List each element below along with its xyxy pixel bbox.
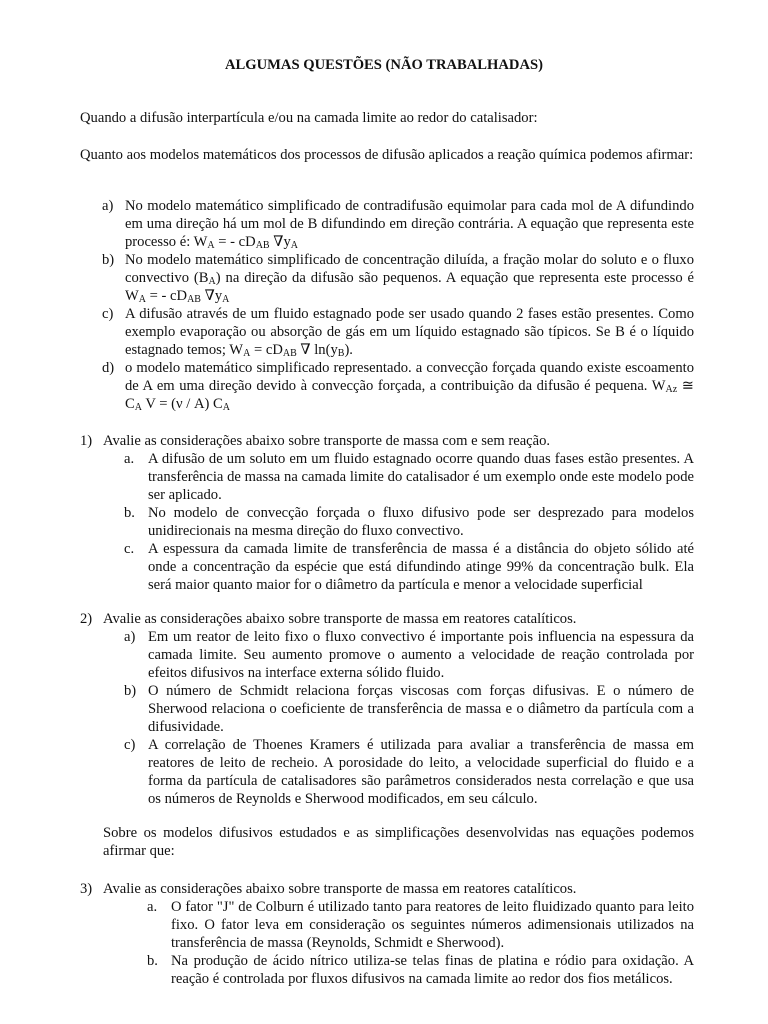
- question-1-item-c: [124, 540, 694, 594]
- item-label: b): [124, 683, 137, 699]
- question-3-text: Avalie as considerações abaixo sobre transporte de massa em reatores catalíticos.: [103, 881, 577, 897]
- item-text: O número de Schmidt relaciona forças viscosas com forças difusivas. E o número de Sherwood relaciona o coeficiente de transferência de massa e o diâmetro da partícula com a difusividade.: [148, 683, 694, 735]
- item-text: O fator "J" de Colburn é utilizado tanto para reatores de leito fluidizado quanto para leito fixo. O fator leva em consideração os seguintes números adimensionais utilizados na transferência de massa (Reynolds, Schmidt e Sherwood).: [171, 899, 694, 951]
- document-title: ALGUMAS QUESTÕES (NÃO TRABALHADAS): [224, 57, 543, 73]
- item-label: a): [124, 629, 136, 645]
- item-label: c): [124, 737, 136, 753]
- sub: A: [208, 276, 216, 287]
- eq-part: ∇y: [269, 234, 291, 250]
- question-3-item-a: [147, 898, 694, 952]
- question-2-item-c: [124, 736, 694, 808]
- option-d: [102, 359, 694, 413]
- item-text: Na produção de ácido nítrico utiliza-se telas finas de platina e ródio para oxidação. A reação é controlada por fluxos difusivos na camada limite ao redor dos fios metálicos.: [171, 953, 694, 987]
- option-b-text-2: ) na direção da difusão são pequenos. A equação que representa este processo é W: [125, 270, 694, 304]
- question-2-item-a: [124, 628, 694, 682]
- question-1: [80, 432, 550, 450]
- eq-part: ≅ C: [125, 378, 694, 412]
- sub: A: [290, 240, 298, 251]
- item-label: b.: [147, 953, 158, 969]
- question-1-label: 1): [80, 433, 93, 449]
- item-label: b.: [124, 505, 135, 521]
- eq-part: ).: [344, 342, 353, 358]
- intro-paragraph-1: Quando a difusão interpartícula e/ou na camada limite ao redor do catalisador:: [80, 110, 538, 126]
- item-text: Em um reator de leito fixo o fluxo convectivo é importante pois influencia na espessura da camada limite. Seu aumento promove o aumento a velocidade de reação controlada por efeitos difusivos na interface externa sólido fluido.: [148, 629, 694, 681]
- item-text: A espessura da camada limite de transferência de massa é a distância do objeto sólido até onde a concentração da espécie que está difundindo atinge 99% da concentração bulk. Ela será maior quanto maior for o diâmetro da partícula e menor a velocidade superficial: [148, 541, 694, 593]
- sub: B: [337, 348, 345, 359]
- question-2-item-b: [124, 682, 694, 736]
- sub: AB: [187, 294, 201, 305]
- question-3-item-b: [147, 952, 694, 988]
- item-text: No modelo de convecção forçada o fluxo difusivo pode ser desprezado para modelos unidirecionais na mesma direção do fluxo convectivo.: [148, 505, 694, 539]
- option-a-label: a): [102, 198, 114, 214]
- option-d-text: o modelo matemático simplificado representado. a convecção forçada quando existe escoamento de A em uma direção devido à convecção forçada, a contribuição da difusão é pequena. W: [125, 360, 694, 394]
- eq-part: ∇y: [200, 288, 223, 304]
- sub: AB: [255, 240, 270, 251]
- option-c: [102, 305, 694, 359]
- question-1-text: Avalie as considerações abaixo sobre transporte de massa com e sem reação.: [103, 433, 551, 449]
- sub: A: [222, 402, 230, 413]
- eq-part: = cD: [250, 342, 283, 358]
- question-1-item-a: [124, 450, 694, 504]
- eq-part: = - cD: [214, 234, 256, 250]
- option-b-label: b): [102, 252, 115, 268]
- item-label: a.: [124, 451, 135, 467]
- question-1-item-b: [124, 504, 694, 540]
- item-label: a.: [147, 899, 158, 915]
- question-3-label: 3): [80, 881, 93, 897]
- question-3: [80, 880, 576, 898]
- item-label: c.: [124, 541, 135, 557]
- sub: Az: [665, 384, 678, 395]
- item-text: A difusão de um soluto em um fluido estagnado ocorre quando duas fases estão presentes. A transferência de massa na camada limite do catalisador é um exemplo onde este modelo pode ser aplicado.: [148, 451, 694, 503]
- eq-part: V = (ν / A) C: [141, 396, 223, 412]
- question-2: [80, 610, 576, 628]
- sub: A: [138, 294, 147, 305]
- option-c-label: c): [102, 306, 114, 322]
- intro-paragraph-2: Quanto aos modelos matemáticos dos processos de difusão aplicados a reação química podemos afirmar:: [80, 147, 694, 163]
- sub: A: [243, 348, 251, 359]
- sub: A: [134, 402, 142, 413]
- option-b: [102, 251, 694, 305]
- eq-part: = - cD: [146, 288, 188, 304]
- option-b-text-1: No modelo matemático simplificado de concentração diluída, a fração molar do soluto e o fluxo convectivo (B: [125, 252, 694, 286]
- option-d-label: d): [102, 360, 115, 376]
- eq-part: ∇ ln(y: [296, 342, 338, 358]
- question-2-text: Avalie as considerações abaixo sobre transporte de massa em reatores catalíticos.: [103, 611, 577, 627]
- question-2-label: 2): [80, 611, 93, 627]
- sub: A: [222, 294, 230, 305]
- option-c-text: A difusão através de um fluido estagnado pode ser usado quando 2 fases estão presentes. Como exemplo evaporação ou absorção de gás em um líquido estagnado são típicos. Se B é o líquido estagnado temos; W: [125, 306, 694, 358]
- option-a: [102, 197, 694, 251]
- item-text: A correlação de Thoenes Kramers é utilizada para avaliar a transferência de massa em reatores de leito de recheio. A porosidade do leito, a velocidade superficial do fluido e a forma da partícula de catalisadores são parâmetros considerados nesta correlação e que usa os números de Reynolds e Sherwood modificados, em seu cálculo.: [148, 737, 694, 807]
- sub: AB: [282, 348, 297, 359]
- sub: A: [207, 240, 215, 251]
- paragraph-3: Sobre os modelos difusivos estudados e as simplificações desenvolvidas nas equações podemos afirmar que:: [103, 825, 694, 859]
- option-a-text: No modelo matemático simplificado de contradifusão equimolar para cada mol de A difundindo em uma direção há um mol de B difundindo em direção contrária. A equação que representa este processo é: W: [125, 198, 694, 250]
